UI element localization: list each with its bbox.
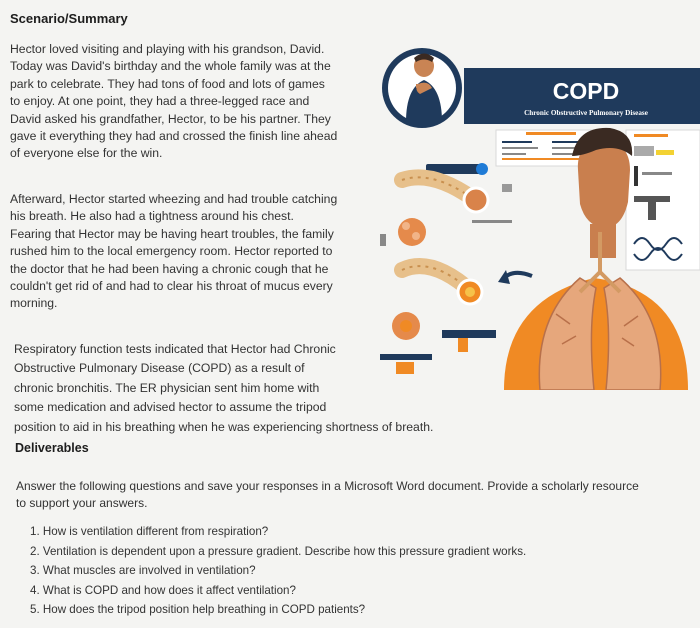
- causes-panel: [626, 130, 700, 270]
- infographic-subtitle: Chronic Obstructive Pulmonary Disease: [524, 109, 648, 117]
- question-item: 4. What is COPD and how does it affect ventilation?: [30, 583, 296, 597]
- text-line: Respiratory function tests indicated that Hector had Chronic: [14, 342, 336, 356]
- question-item: 3. What muscles are involved in ventilation?: [30, 564, 256, 578]
- paragraph-2: [10, 191, 337, 313]
- text-line: some medication and advised hector to assume the tripod: [14, 400, 327, 415]
- text-line: Today was David's birthday and the whole family was at the: [10, 59, 331, 74]
- scenario-heading: Scenario/Summary: [10, 11, 128, 26]
- coughing-man-icon: [382, 48, 462, 128]
- text-line: Afterward, Hector started wheezing and had trouble catching: [10, 192, 338, 206]
- text-line: of everyone else for the win.: [10, 146, 163, 161]
- text-line: to support your answers.: [16, 495, 148, 510]
- text-line: Hector loved visiting and playing with his grandson, David.: [10, 42, 325, 56]
- question-item: 1. How is ventilation different from respiration?: [30, 525, 269, 538]
- text-line: couldn't get rid of and had to clear his throat of mucus every: [10, 279, 333, 294]
- text-line: to enjoy. At one point, they had a three-legged race and: [10, 94, 310, 109]
- healthy-airway-illustration: [380, 177, 512, 246]
- question-list: [30, 522, 526, 620]
- paragraph-1: [10, 41, 337, 163]
- text-line: gave it everything they had and crossed the finish line ahead: [10, 129, 338, 144]
- text-line: rushed him to the local emergency room. Hector reported to: [10, 244, 333, 259]
- text-line: Answer the following questions and save your responses in a Microsoft Word document. Provide a scholarly resource: [16, 479, 639, 493]
- text-line: position to aid in his breathing when he was experiencing shortness of breath.: [14, 419, 434, 434]
- deliverables-intro: [16, 478, 639, 511]
- text-line: his breath. He also had a tightness around his chest.: [10, 209, 294, 224]
- text-line: Obstructive Pulmonary Disease (COPD) as a result of: [14, 361, 305, 376]
- text-line: chronic bronchitis. The ER physician sent him home with: [14, 380, 320, 395]
- text-line: Fearing that Hector may be having heart troubles, the family: [10, 226, 334, 241]
- infographic-title: COPD: [552, 78, 620, 104]
- copd-airway-illustration: [380, 266, 496, 374]
- text-line: morning.: [10, 296, 58, 311]
- text-line: David asked his grandfather, Hector, to be his partner. They: [10, 111, 331, 126]
- text-line: the doctor that he had been having a chronic cough that he: [10, 261, 329, 276]
- question-item: 2. Ventilation is dependent upon a pressure gradient. Describe how this pressure gradient works.: [30, 544, 527, 558]
- copd-infographic: [372, 44, 700, 390]
- question-item: 5. How does the tripod position help breathing in COPD patients?: [30, 603, 366, 617]
- paragraph-3: [14, 340, 433, 437]
- deliverables-heading: Deliverables: [15, 441, 89, 455]
- text-line: park to celebrate. They had tons of food and lots of games: [10, 76, 325, 91]
